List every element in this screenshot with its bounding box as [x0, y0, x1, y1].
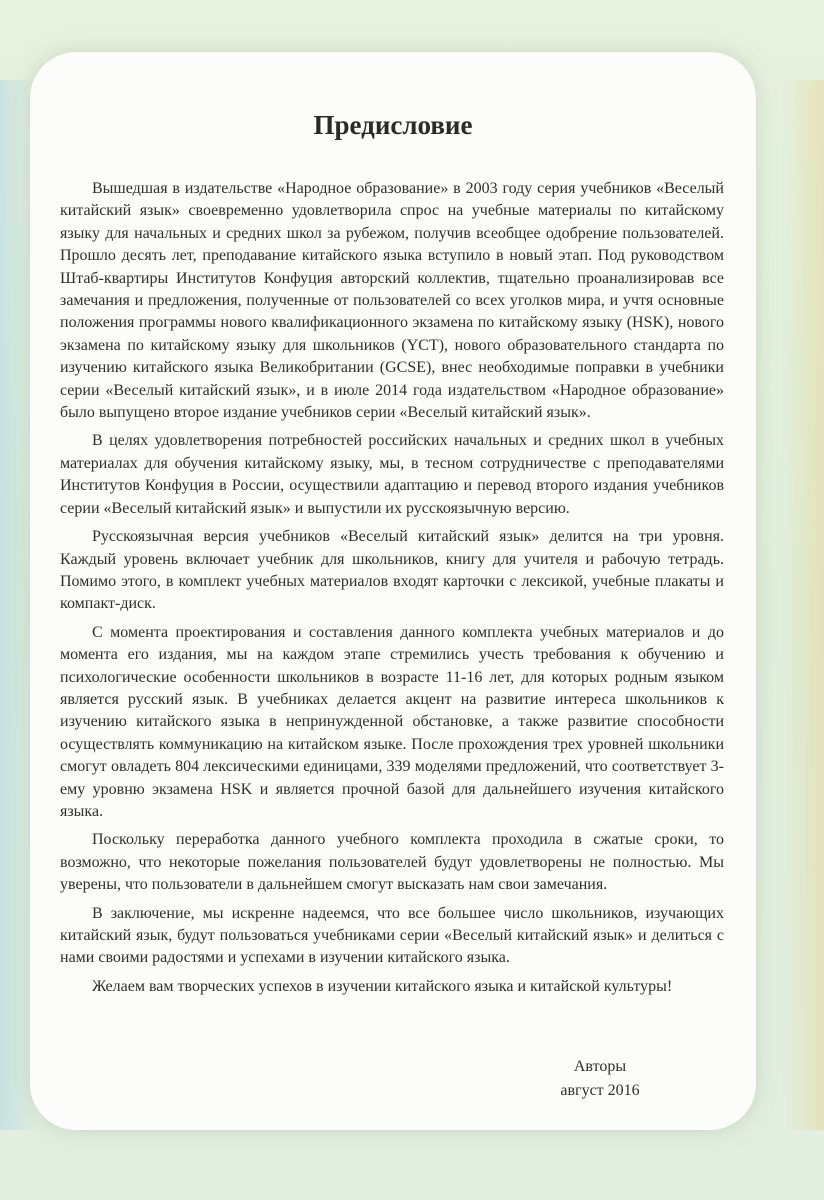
signature-date: август 2016: [560, 1082, 640, 1099]
paragraph-4: С момента проектирования и составления данного комплекта учебных материалов и до момента его издания, мы на каждом этапе стремились учесть требования к обучению и психологические особенности школьников в возрасте 11-16 лет, для которых родным языком является русский язык. В учебниках делается акцент на развитие интереса школьников к изучению китайского языка в непринужденной обстановке, а также развитие способности осуществлять коммуникацию на китайском языке. После прохождения трех уровней школьники смогут овладеть 804 лексическими единицами, 339 моделями предложений, что соответствует 3-ему уровню экзамена HSK и является прочной базой для дальнейшего изучения китайского языка.: [60, 623, 724, 820]
page-title: Предисловие: [313, 110, 473, 140]
paragraph-1: Вышедшая в издательстве «Народное образование» в 2003 году серия учебников «Веселый китайский язык» своевременно удовлетворила спрос на учебные материалы по китайскому языку для начальных и средних школ за рубежом, получив всеобщее одобрение пользователей. Прошло десять лет, преподавание китайского языка вступило в новый этап. Под руководством Штаб-квартиры Институтов Конфуция авторский коллектив, тщательно проанализировав все замечания и предложения, полученные от пользователей со всех уголков мира, и учтя основные положения программы нового квалификационного экзамена по китайскому языку (HSK), нового экзамена по китайскому языку для школьников (YCT), нового образовательного стандарта по изучению китайского языка Великобритании (GCSE), внес необходимые поправки в учебники серии «Веселый китайский язык», и в июле 2014 года издательством «Народное образование» было выпущено второе издание учебников серии «Веселый китайский язык».: [60, 180, 724, 422]
paragraph-2: В целях удовлетворения потребностей российских начальных и средних школ в учебных материалах для обучения китайскому языку, мы, в тесном сотрудничестве с преподавателями Институтов Конфуция в России, осуществили адаптацию и перевод второго издания учебников серии «Веселый китайский язык» и выпустили их русскоязычную версию.: [60, 432, 724, 517]
paragraph-3: Русскоязычная версия учебников «Веселый китайский язык» делится на три уровня. Каждый уровень включает учебник для школьников, книгу для учителя и рабочую тетрадь. Помимо этого, в комплект учебных материалов входят карточки с лексикой, учебные плакаты и компакт-диск.: [60, 528, 724, 613]
signature-authors: Авторы: [573, 1058, 627, 1075]
paragraph-7: Желаем вам творческих успехов в изучении китайского языка и китайской культуры!: [92, 977, 673, 995]
right-edge-illustration: [784, 80, 824, 1130]
paragraph-5: Поскольку переработка данного учебного комплекта проходила в сжатые сроки, то возможно, что некоторые пожелания пользователей будут удовлетворены не полностью. Мы уверены, что пользователи в дальнейшем смогут высказать нам свои замечания.: [60, 831, 724, 894]
paragraph-6: В заключение, мы искренне надеемся, что все большее число школьников, изучающих китайский язык, будут пользоваться учебниками серии «Веселый китайский язык» и делиться с нами своими радостями и успехами в изучении китайского языка.: [60, 904, 724, 967]
body-text: [60, 178, 724, 1004]
